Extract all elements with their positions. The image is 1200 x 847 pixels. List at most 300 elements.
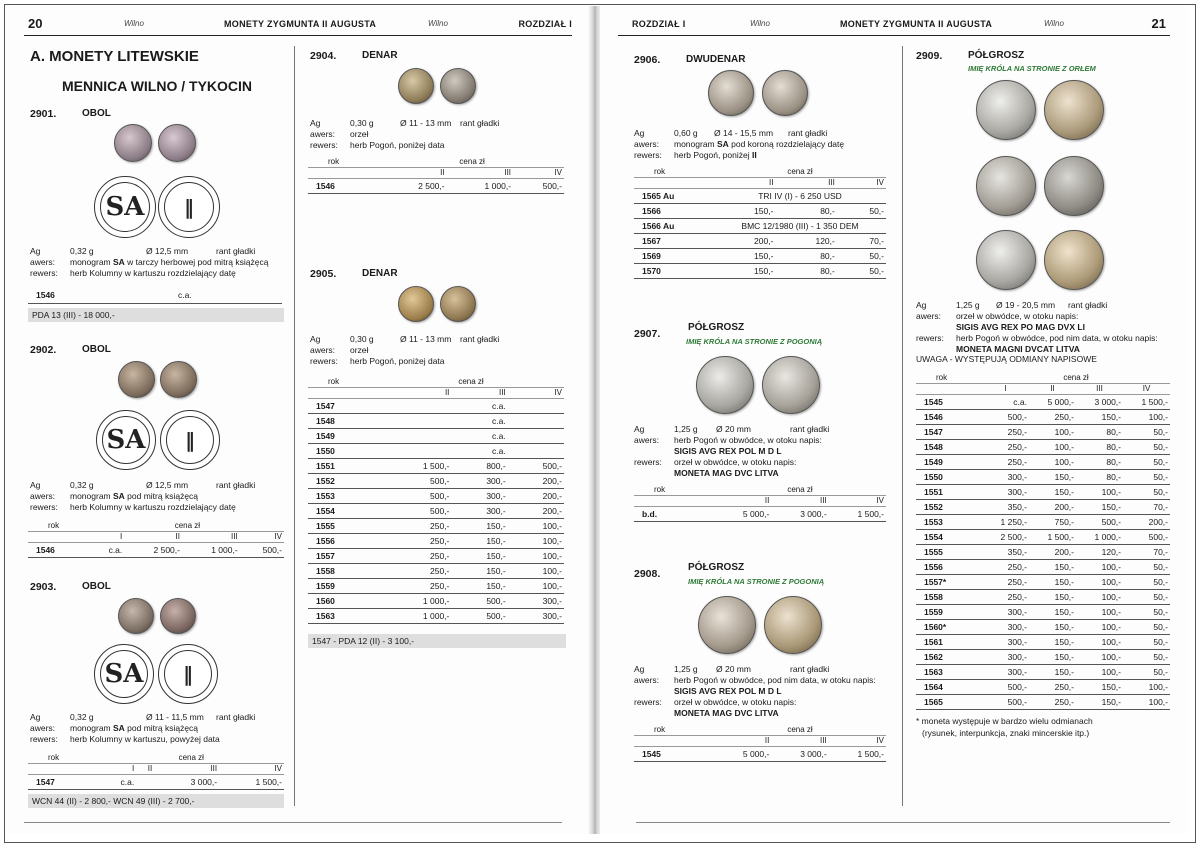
table-row xyxy=(916,409,1170,424)
year-cell: 1547 xyxy=(308,398,378,413)
price-cell: 100,- xyxy=(1076,619,1123,634)
price-table: rok cena zł I II III IV 1546 c.a. 2 500,- 1 000,- 500,- xyxy=(28,520,284,558)
price-cell: 150,- xyxy=(1029,589,1076,604)
table-row xyxy=(916,619,1170,634)
coin-drawing-reverse: ‖ xyxy=(160,410,220,470)
coin-drawing-obverse: SA xyxy=(94,644,154,704)
price-cell: 1 000,- xyxy=(378,593,451,608)
price-cell: 100,- xyxy=(1029,439,1076,454)
price-cell: 50,- xyxy=(837,203,886,218)
price-cell: 250,- xyxy=(378,518,451,533)
table-row xyxy=(916,604,1170,619)
price-cell: 250,- xyxy=(378,548,451,563)
table-row xyxy=(308,578,564,593)
price-cell: c.a. xyxy=(982,394,1029,409)
price-cell: 300,- xyxy=(982,664,1029,679)
table-row xyxy=(916,469,1170,484)
catalog-number: 2901. xyxy=(30,108,57,120)
year-cell: 1559 xyxy=(308,578,378,593)
price-cell: 80,- xyxy=(1076,424,1123,439)
catalog-number: 2909. xyxy=(916,50,943,62)
price-cell: 100,- xyxy=(1123,679,1170,694)
price-cell: 100,- xyxy=(508,563,564,578)
price-cell: 150,- xyxy=(1076,409,1123,424)
subtitle: IMIĘ KRÓLA NA STRONIE Z POGONIĄ xyxy=(688,577,825,586)
year-cell: 1567 xyxy=(634,233,714,248)
table-row xyxy=(308,473,564,488)
column-divider xyxy=(902,46,903,806)
table-row xyxy=(308,503,564,518)
table-row xyxy=(916,544,1170,559)
year-cell: 1556 xyxy=(916,559,982,574)
footnote: (rysunek, interpunkcja, znaki mincerskie itp.) xyxy=(922,728,1090,738)
price-cell: c.a. xyxy=(451,413,507,428)
price-cell: 100,- xyxy=(1076,574,1123,589)
price-cell: 150,- xyxy=(1029,559,1076,574)
coin-photo-reverse xyxy=(1044,230,1104,290)
coin-drawing-obverse: SA xyxy=(96,410,156,470)
coin-photo-reverse xyxy=(1044,156,1104,216)
year-cell: 1563 xyxy=(308,608,378,623)
price-cell xyxy=(508,428,564,443)
price-cell: 300,- xyxy=(982,484,1029,499)
section-heading: A. MONETY LITEWSKIE xyxy=(30,48,199,65)
price-cell: 150,- xyxy=(1029,634,1076,649)
price-cell xyxy=(508,398,564,413)
header-title: MONETY ZYGMUNTA II AUGUSTA xyxy=(224,19,377,29)
table-row xyxy=(916,559,1170,574)
price-cell: 100,- xyxy=(1123,694,1170,709)
price-cell: 100,- xyxy=(1076,649,1123,664)
year-cell: 1561 xyxy=(916,634,982,649)
right-page xyxy=(600,6,1188,834)
subtitle: IMIĘ KRÓLA NA STRONIE Z POGONIĄ xyxy=(686,337,823,346)
price-cell: 300,- xyxy=(508,608,564,623)
coin-photo-obverse xyxy=(698,596,756,654)
catalog-number: 2902. xyxy=(30,344,57,356)
price-cell: 200,- xyxy=(1029,499,1076,514)
mint-heading: MENNICA WILNO / TYKOCIN xyxy=(62,78,253,94)
year-cell: 1557 xyxy=(308,548,378,563)
column-divider xyxy=(294,46,295,806)
year-cell: 1552 xyxy=(916,499,982,514)
price-cell: 500,- xyxy=(451,608,507,623)
year-cell: 1560 xyxy=(308,593,378,608)
year-cell: 1559 xyxy=(916,604,982,619)
table-row xyxy=(308,593,564,608)
catalog-number: 2908. xyxy=(634,568,661,580)
price-cell: 50,- xyxy=(1123,469,1170,484)
header-city: Wilno xyxy=(124,19,144,28)
price-cell: 80,- xyxy=(775,263,836,278)
coin-photo-reverse xyxy=(764,596,822,654)
price-cell: 80,- xyxy=(1076,439,1123,454)
price-cell: 100,- xyxy=(1029,454,1076,469)
coin-description: Ag 0,30 g Ø 11 - 13 mm rant gładki awers: orzeł rewers: herb Pogoń, poniżej data xyxy=(310,334,500,366)
price-cell: 500,- xyxy=(378,488,451,503)
subtitle: IMIĘ KRÓLA NA STRONIE Z ORŁEM xyxy=(968,64,1096,73)
price-cell: 50,- xyxy=(1123,559,1170,574)
page-number: 20 xyxy=(28,16,43,31)
price-cell: 300,- xyxy=(982,649,1029,664)
table-row xyxy=(308,518,564,533)
price-cell: 250,- xyxy=(982,589,1029,604)
year-cell: 1549 xyxy=(308,428,378,443)
price-cell: c.a. xyxy=(451,443,507,458)
price-cell: 300,- xyxy=(982,469,1029,484)
table-row xyxy=(308,428,564,443)
price-table: rok cena zł I II III IV 1545 c.a. 5 000,- 3 000,- 1 500,- 1546 500,- 250,- 150,- 100,- 1547 250,- 100,- 80,- 50,- 1548 250,- 100,- 80,- 50,- 1549 250,- 100,- 80,- 50,- 1550 300,- 150,- 80,- 50,- 1551 300,- 150,- 100,- 50,- 1552 350,- 200,- 150,- 70,- 1553 1 250,- 750,- 500,- 200,- 1554 2 500,- 1 500,- 1 000,- 500,- 1555 350,- 200,- 120,- 70,- 1556 250,- 150,- 100,- 50,- 1557* 250,- 150,- 100,- 50,- 1558 250,- 150,- 100,- 50,- 1559 300,- 150,- 100,- 50,- 1560* 300,- 150,- 100,- 50,- 1561 300,- 150,- 100,- 50,- 1562 300,- 150,- 100,- 50,- 1563 300,- 150,- 100,- 50,- 1564 500,- 250,- 150,- 100,- 1565 500,- 250,- 150,- 100,- xyxy=(916,372,1170,710)
price-cell: 150,- xyxy=(1029,604,1076,619)
year-cell: 1566 Au xyxy=(634,218,714,233)
coin-name: OBOL xyxy=(82,581,111,592)
price-cell: BMC 12/1980 (III) - 1 350 DEM xyxy=(714,218,886,233)
coin-photo-reverse xyxy=(762,70,808,116)
coin-description: Ag 1,25 g Ø 19 - 20,5 mm rant gładki awers: orzeł w obwódce, w otoku napis: SIGIS AVG REX PO MAG DVX LI rewers: herb Pogoń w obwódce, pod nim data, w otoku napis: MONETA MAGNI DVCAT LITVA xyxy=(916,300,1158,354)
price-table: rok cena zł II III IV 1565 Au TRI IV (I) - 6 250 USD 1566 150,- 80,- 50,- 1566 Au BMC 12/1980 (III) - 1 350 DEM 1567 200,- 120,- 70,- 1569 150,- 80,- 50,- 1570 150,- 80,- 50,- xyxy=(634,166,886,279)
year-cell: 1553 xyxy=(308,488,378,503)
coin-name: PÓŁGROSZ xyxy=(688,562,745,573)
price-cell: 300,- xyxy=(982,619,1029,634)
price-cell: 100,- xyxy=(1076,604,1123,619)
price-cell: 250,- xyxy=(378,578,451,593)
price-table: rok cena zł II III IV 1547 c.a. 1548 c.a. 1549 c.a. 1550 c.a. 1551 1 500,- 800,- 500,- 1552 500,- 300,- 200,- 1553 500,- 300,- 200,- 1554 500,- 300,- 200,- 1555 250,- 150,- 100,- 1556 250,- 150,- 100,- 1557 250,- 150,- 100,- 1558 250,- 150,- 100,- 1559 250,- 150,- 100,- 1560 1 000,- 500,- 300,- 1563 1 000,- 500,- 300,- xyxy=(308,376,564,624)
price-cell: 150,- xyxy=(1076,499,1123,514)
footer-rule xyxy=(636,822,1170,823)
year-cell: 1555 xyxy=(916,544,982,559)
price-cell: 100,- xyxy=(1076,664,1123,679)
price-cell: 50,- xyxy=(1123,619,1170,634)
coin-drawing-reverse: ‖ xyxy=(158,644,218,704)
price-cell: 50,- xyxy=(1123,634,1170,649)
price-cell: 200,- xyxy=(508,503,564,518)
price-cell: 100,- xyxy=(508,548,564,563)
table-row xyxy=(308,563,564,578)
header-title: MONETY ZYGMUNTA II AUGUSTA xyxy=(840,19,993,29)
year-cell: 1562 xyxy=(916,649,982,664)
price-cell: 50,- xyxy=(1123,589,1170,604)
year-cell: 1553 xyxy=(916,514,982,529)
price-cell: 250,- xyxy=(982,574,1029,589)
price-cell: 150,- xyxy=(451,533,507,548)
price-cell: c.a. xyxy=(451,428,507,443)
price-cell: 350,- xyxy=(982,544,1029,559)
price-cell: 150,- xyxy=(1076,679,1123,694)
coin-description: Ag 0,32 g Ø 12,5 mm rant gładki awers: monogram SA w tarczy herbowej pod mitrą książęcą rewers: herb Kolumny w kartuszu rozdzielający datę xyxy=(30,246,269,278)
catalog-number: 2904. xyxy=(310,50,337,62)
year-cell: 1548 xyxy=(308,413,378,428)
coin-photo-obverse xyxy=(976,80,1036,140)
price-cell: 250,- xyxy=(1029,409,1076,424)
table-row xyxy=(634,203,886,218)
price-cell: 120,- xyxy=(1076,544,1123,559)
price-cell xyxy=(378,398,451,413)
year-cell: 1552 xyxy=(308,473,378,488)
price-cell: 80,- xyxy=(1076,454,1123,469)
price-cell: 1 500,- xyxy=(1029,529,1076,544)
year-cell: 1549 xyxy=(916,454,982,469)
table-row xyxy=(916,394,1170,409)
coin-photo-reverse xyxy=(440,68,476,104)
table-row xyxy=(916,424,1170,439)
header-city: Wilno xyxy=(428,19,448,28)
price-cell xyxy=(378,413,451,428)
price-cell: 150,- xyxy=(714,248,775,263)
coin-photo-obverse xyxy=(708,70,754,116)
price-cell: 250,- xyxy=(1029,679,1076,694)
price-cell: 300,- xyxy=(508,593,564,608)
catalog-number: 2903. xyxy=(30,581,57,593)
year-cell: 1566 xyxy=(634,203,714,218)
price-cell: 300,- xyxy=(451,488,507,503)
price-cell: 250,- xyxy=(982,454,1029,469)
year-cell: 1570 xyxy=(634,263,714,278)
table-row xyxy=(916,514,1170,529)
table-row xyxy=(916,529,1170,544)
price-cell: 50,- xyxy=(1123,439,1170,454)
price-cell: c.a. xyxy=(451,398,507,413)
left-page xyxy=(6,6,590,834)
right-running-header xyxy=(618,16,1170,36)
price-cell: 80,- xyxy=(1076,469,1123,484)
catalog-number: 2907. xyxy=(634,328,661,340)
coin-description: Ag 0,60 g Ø 14 - 15,5 mm rant gładki awers: monogram SA pod koroną rozdzielający datę rewers: herb Pogoń, poniżej II xyxy=(634,128,845,160)
price-cell: 100,- xyxy=(1123,409,1170,424)
price-cell: 250,- xyxy=(982,439,1029,454)
year-cell: 1565 Au xyxy=(634,188,714,203)
price-cell: 150,- xyxy=(451,563,507,578)
price-cell: 250,- xyxy=(378,533,451,548)
table-row xyxy=(308,443,564,458)
year-cell: 1558 xyxy=(308,563,378,578)
year-cell: 1550 xyxy=(916,469,982,484)
price-cell: 200,- xyxy=(714,233,775,248)
table-row xyxy=(916,484,1170,499)
auction-note: 1547 - PDA 12 (II) - 3 100,- xyxy=(308,634,566,648)
header-chapter: ROZDZIAŁ I xyxy=(632,19,686,29)
coin-photo-obverse xyxy=(976,156,1036,216)
coin-name: OBOL xyxy=(82,344,111,355)
price-cell: 150,- xyxy=(1029,649,1076,664)
price-cell xyxy=(508,443,564,458)
header-chapter: ROZDZIAŁ I xyxy=(518,19,572,29)
price-cell: 150,- xyxy=(1029,664,1076,679)
price-cell: 500,- xyxy=(378,503,451,518)
table-row xyxy=(916,454,1170,469)
price-cell: TRI IV (I) - 6 250 USD xyxy=(714,188,886,203)
year-cell: 1558 xyxy=(916,589,982,604)
coin-description: Ag 1,25 g Ø 20 mm rant gładki awers: herb Pogoń w obwódce, pod nim data, w otoku napis: SIGIS AVG REX POL M D L rewers: orzeł w obwódce, w otoku napis: MONETA MAG DVC LITVA xyxy=(634,664,876,718)
header-city: Wilno xyxy=(750,19,770,28)
price-table: rok cena zł II III IV b.d. 5 000,- 3 000,- 1 500,- xyxy=(634,484,886,522)
price-table: rok cena zł II III IV 1546 2 500,- 1 000,- 500,- xyxy=(308,156,564,194)
price-cell: 50,- xyxy=(837,248,886,263)
year-cell: 1565 xyxy=(916,694,982,709)
year-cell: 1554 xyxy=(916,529,982,544)
price-cell: 300,- xyxy=(451,503,507,518)
coin-name: OBOL xyxy=(82,108,111,119)
price-cell: 250,- xyxy=(982,559,1029,574)
year-cell: 1569 xyxy=(634,248,714,263)
price-cell: 500,- xyxy=(1123,529,1170,544)
table-row xyxy=(308,398,564,413)
table-row xyxy=(916,634,1170,649)
table-row xyxy=(916,574,1170,589)
price-cell: 50,- xyxy=(1123,454,1170,469)
price-cell: 80,- xyxy=(775,203,836,218)
price-table: 1546 c.a. xyxy=(28,288,282,304)
price-cell: 350,- xyxy=(982,499,1029,514)
coin-photo-reverse xyxy=(158,124,196,162)
coin-name: DENAR xyxy=(362,50,398,61)
year-cell: 1546 xyxy=(916,409,982,424)
coin-photo-reverse xyxy=(160,598,196,634)
price-cell: 150,- xyxy=(1076,694,1123,709)
price-cell xyxy=(378,428,451,443)
left-running-header xyxy=(24,16,572,36)
price-cell: 100,- xyxy=(1076,634,1123,649)
price-cell: 80,- xyxy=(775,248,836,263)
price-cell: 200,- xyxy=(1029,544,1076,559)
price-cell: 250,- xyxy=(378,563,451,578)
coin-description: Ag 0,32 g Ø 12,5 mm rant gładki awers: monogram SA pod mitrą książęcą rewers: herb Kolumny w kartuszu rozdzielający datę xyxy=(30,480,256,512)
table-row xyxy=(634,188,886,203)
price-cell: 5 000,- xyxy=(1029,394,1076,409)
coin-photo-reverse xyxy=(1044,80,1104,140)
price-cell: 100,- xyxy=(1076,559,1123,574)
auction-note: WCN 44 (II) - 2 800,- WCN 49 (III) - 2 700,- xyxy=(28,794,284,808)
price-cell: 500,- xyxy=(451,593,507,608)
coin-photo-obverse xyxy=(118,361,155,398)
table-row xyxy=(308,488,564,503)
year-cell: 1551 xyxy=(916,484,982,499)
price-cell: 3 000,- xyxy=(1076,394,1123,409)
coin-name: DENAR xyxy=(362,268,398,279)
table-row xyxy=(916,649,1170,664)
coin-photo-reverse xyxy=(440,286,476,322)
price-cell: 100,- xyxy=(508,533,564,548)
price-cell: 2 500,- xyxy=(982,529,1029,544)
price-cell: 200,- xyxy=(508,488,564,503)
price-cell: 150,- xyxy=(451,518,507,533)
price-cell: 50,- xyxy=(1123,484,1170,499)
catalog-number: 2906. xyxy=(634,54,661,66)
coin-photo-reverse xyxy=(762,356,820,414)
price-cell: 1 500,- xyxy=(378,458,451,473)
price-cell: 100,- xyxy=(1076,589,1123,604)
note-text: UWAGA - WYSTĘPUJĄ ODMIANY NAPISOWE xyxy=(916,354,1097,364)
price-cell: 500,- xyxy=(1076,514,1123,529)
price-cell: 300,- xyxy=(982,604,1029,619)
price-cell: 100,- xyxy=(1076,484,1123,499)
price-cell: 150,- xyxy=(1029,574,1076,589)
price-cell: 50,- xyxy=(1123,664,1170,679)
price-cell: 150,- xyxy=(451,548,507,563)
price-table: rok cena zł I II III IV 1547 c.a. 3 000,- 1 500,- xyxy=(28,752,284,790)
price-cell: 150,- xyxy=(714,203,775,218)
price-table: rok cena zł II III IV 1545 5 000,- 3 000,- 1 500,- xyxy=(634,724,886,762)
price-cell: 70,- xyxy=(837,233,886,248)
price-cell: 500,- xyxy=(508,458,564,473)
table-row xyxy=(634,218,886,233)
coin-description: Ag 0,30 g Ø 11 - 13 mm rant gładki awers: orzeł rewers: herb Pogoń, poniżej data xyxy=(310,118,500,150)
coin-description: Ag 1,25 g Ø 20 mm rant gładki awers: herb Pogoń w obwódce, w otoku napis: SIGIS AVG REX POL M D L rewers: orzeł w obwódce, w otoku napis: MONETA MAG DVC LITVA xyxy=(634,424,830,478)
price-cell: 150,- xyxy=(1029,619,1076,634)
price-cell: 800,- xyxy=(451,458,507,473)
year-cell: 1563 xyxy=(916,664,982,679)
footer-rule xyxy=(24,822,562,823)
table-row xyxy=(308,608,564,623)
table-row xyxy=(634,233,886,248)
price-cell: 150,- xyxy=(1029,469,1076,484)
coin-photo-obverse xyxy=(114,124,152,162)
coin-name: PÓŁGROSZ xyxy=(688,322,745,333)
table-row xyxy=(916,499,1170,514)
price-cell: 1 500,- xyxy=(1123,394,1170,409)
year-cell: 1564 xyxy=(916,679,982,694)
table-row xyxy=(916,589,1170,604)
year-cell: 1556 xyxy=(308,533,378,548)
year-cell: 1560* xyxy=(916,619,982,634)
coin-name: DWUDENAR xyxy=(686,54,746,65)
price-cell: 50,- xyxy=(837,263,886,278)
price-cell: 250,- xyxy=(982,424,1029,439)
price-cell: 500,- xyxy=(378,473,451,488)
price-cell: 150,- xyxy=(1029,484,1076,499)
coin-name: PÓŁGROSZ xyxy=(968,50,1025,61)
price-cell: 150,- xyxy=(714,263,775,278)
price-cell: 100,- xyxy=(508,518,564,533)
price-cell xyxy=(378,443,451,458)
price-cell: 120,- xyxy=(775,233,836,248)
catalog-number: 2905. xyxy=(310,268,337,280)
coin-description: Ag 0,32 g Ø 11 - 11,5 mm rant gładki awers: monogram SA pod mitrą książęcą rewers: herb Kolumny w kartuszu, powyżej data xyxy=(30,712,256,744)
table-row xyxy=(916,694,1170,709)
price-cell: 50,- xyxy=(1123,424,1170,439)
price-cell: 500,- xyxy=(982,679,1029,694)
price-cell: 50,- xyxy=(1123,604,1170,619)
price-cell: 100,- xyxy=(508,578,564,593)
price-cell: 500,- xyxy=(982,694,1029,709)
table-row xyxy=(916,439,1170,454)
coin-photo-obverse xyxy=(976,230,1036,290)
price-cell: 50,- xyxy=(1123,649,1170,664)
coin-drawing-obverse: SA xyxy=(94,176,156,238)
table-row xyxy=(634,248,886,263)
auction-note: PDA 13 (III) - 18 000,- xyxy=(28,308,284,322)
footnote: * moneta występuje w bardzo wielu odmianach xyxy=(916,716,1093,726)
year-cell: 1547 xyxy=(916,424,982,439)
coin-photo-reverse xyxy=(160,361,197,398)
table-row xyxy=(308,548,564,563)
price-cell: 100,- xyxy=(1029,424,1076,439)
coin-drawing-reverse: ‖ xyxy=(158,176,220,238)
coin-photo-obverse xyxy=(696,356,754,414)
header-city: Wilno xyxy=(1044,19,1064,28)
price-cell: 500,- xyxy=(982,409,1029,424)
price-cell: 1 250,- xyxy=(982,514,1029,529)
price-cell: 250,- xyxy=(1029,694,1076,709)
price-cell: 70,- xyxy=(1123,499,1170,514)
price-cell: 1 000,- xyxy=(378,608,451,623)
table-row xyxy=(634,263,886,278)
year-cell: 1554 xyxy=(308,503,378,518)
coin-photo-obverse xyxy=(398,286,434,322)
table-row xyxy=(308,533,564,548)
page-number: 21 xyxy=(1151,16,1166,31)
table-row xyxy=(916,664,1170,679)
year-cell: 1545 xyxy=(916,394,982,409)
